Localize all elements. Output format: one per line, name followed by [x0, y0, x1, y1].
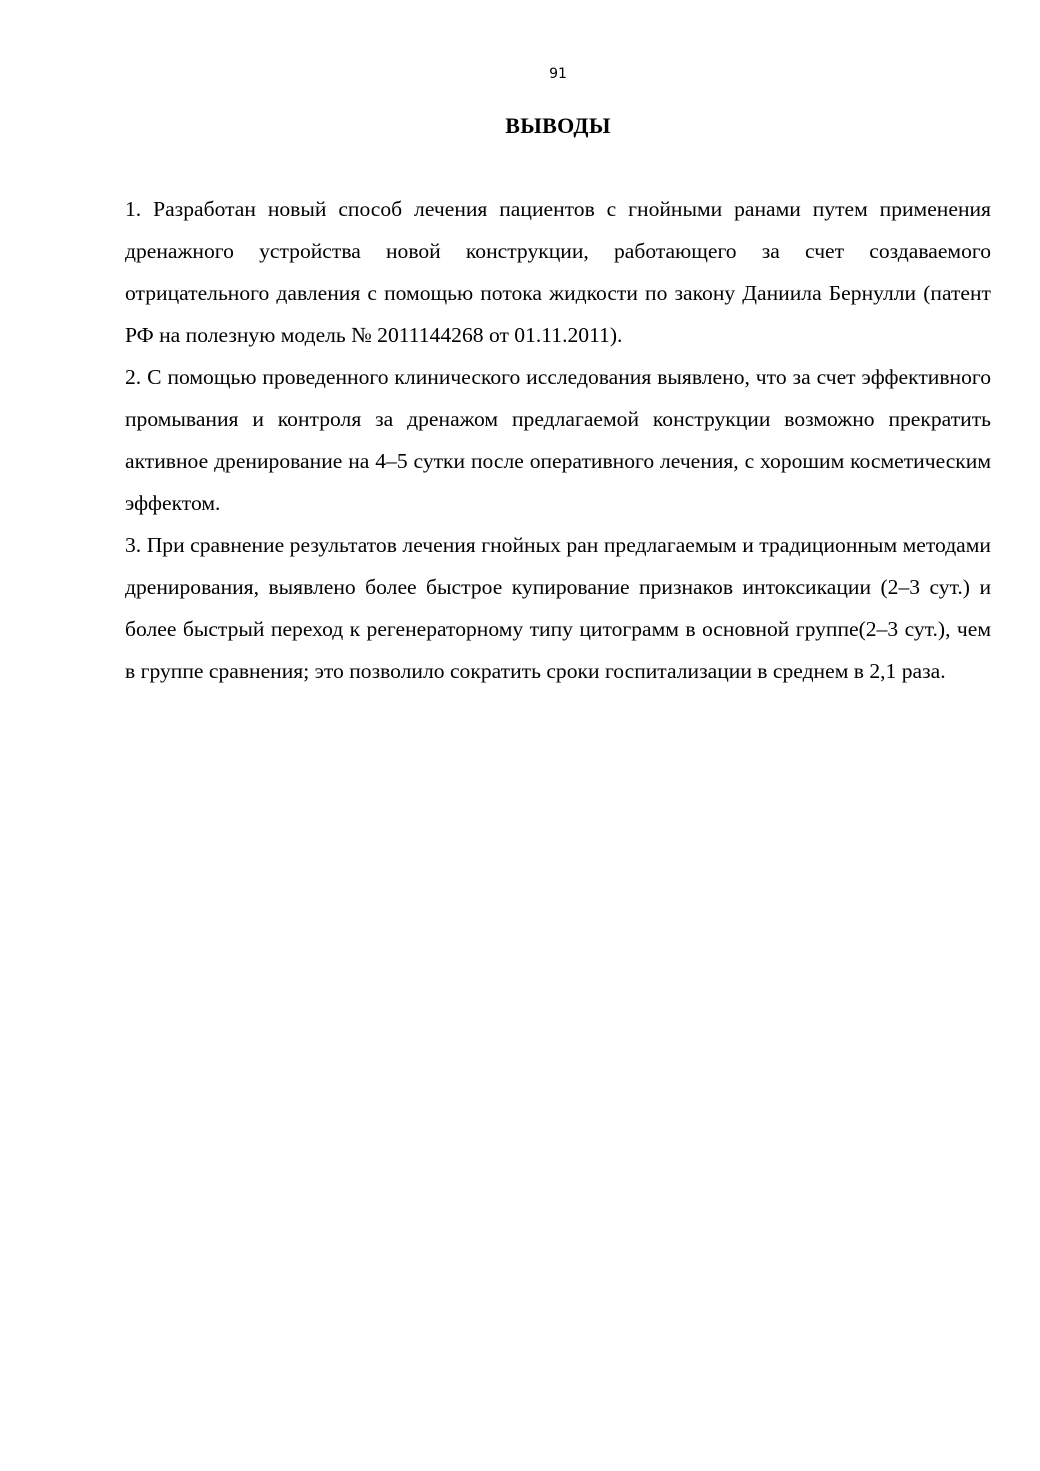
conclusion-item-2: 2. С помощью проведенного клинического исследования выявлено, что за счет эффективного промывания и контроля за дренажом предлагаемой конструкции возможно прекратить активное дренирование на 4–5 сутки после оперативного лечения, с хорошим косметическим эффектом. — [125, 365, 991, 515]
page-title: ВЫВОДЫ — [505, 113, 611, 138]
page-number: 91 — [549, 66, 567, 82]
conclusion-item-3: 3. При сравнение результатов лечения гнойных ран предлагаемым и традиционным методами дренирования, выявлено более быстрое купирование признаков интоксикации (2–3 сут.) и более быстрый переход к регенераторному типу цитограмм в основной группе(2–3 сут.), чем в группе сравнения; это позволило сократить сроки госпитализации в среднем в 2,1 раза. — [125, 533, 991, 683]
conclusion-item-1: 1. Разработан новый способ лечения пациентов с гнойными ранами путем применения дренажного устройства новой конструкции, работающего за счет создаваемого отрицательного давления с помощью потока жидкости по закону Даниила Бернулли (патент РФ на полезную модель № 2011144268 от 01.11.2011). — [125, 197, 991, 347]
conclusions-list — [125, 188, 991, 692]
